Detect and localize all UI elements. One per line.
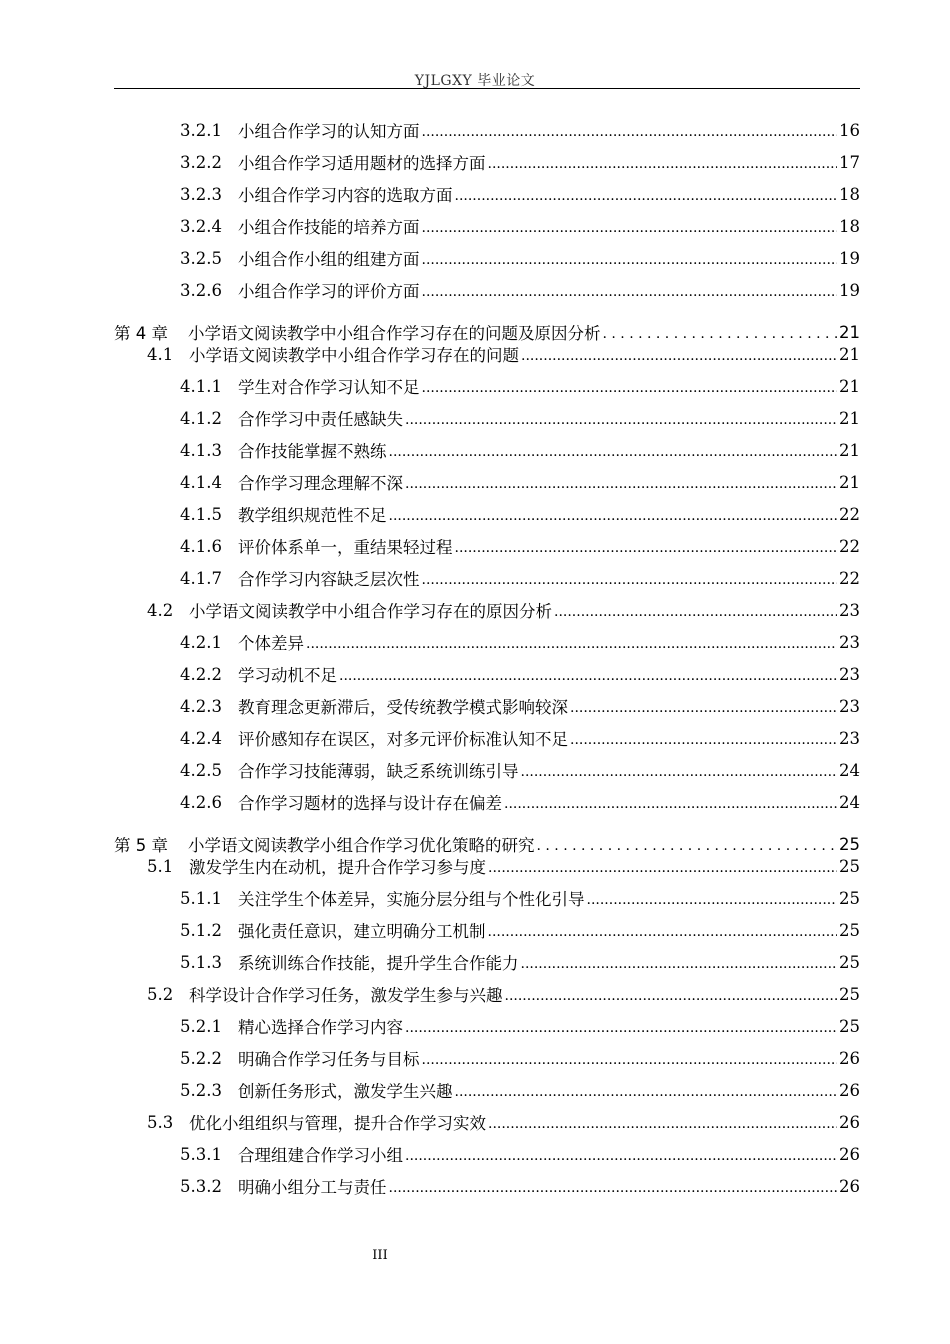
toc-entry-page: 24 — [839, 792, 860, 812]
toc-subsection-entry[interactable] — [180, 242, 860, 274]
toc-entry-title: 优化小组组织与管理，提升合作学习实效 — [189, 1114, 486, 1133]
toc-dot-leader — [488, 860, 837, 876]
toc-dot-leader — [504, 796, 837, 812]
toc-entry-number: 4.1.2 — [180, 408, 222, 428]
toc-entry-title: 评价感知存在误区，对多元评价标准认知不足 — [238, 730, 568, 749]
toc-entry-number: 4.2.2 — [180, 664, 222, 684]
toc-entry-page: 17 — [839, 152, 860, 172]
toc-entry-number: 4.2.4 — [180, 728, 222, 748]
toc-entry-number: 4.1.3 — [180, 440, 222, 460]
toc-entry-page: 21 — [839, 376, 860, 396]
toc-entry-page: 25 — [839, 920, 860, 940]
toc-entry-title: 小组合作学习的评价方面 — [238, 282, 420, 301]
toc-entry-page: 19 — [839, 248, 860, 268]
toc-subsection-entry[interactable] — [180, 754, 860, 786]
toc-dot-leader — [521, 956, 838, 972]
toc-entry-title: 激发学生内在动机，提升合作学习参与度 — [189, 858, 486, 877]
toc-dot-leader — [405, 1148, 837, 1164]
toc-dot-leader — [422, 252, 838, 268]
toc-entry-number: 5.2 — [147, 984, 174, 1004]
toc-subsection-entry[interactable] — [180, 914, 860, 946]
toc-dot-leader — [521, 764, 838, 780]
toc-entry-page: 21 — [839, 440, 860, 460]
toc-entry-number: 4.2 — [147, 600, 174, 620]
toc-entry-number: 5.3.1 — [180, 1144, 222, 1164]
toc-entry-title: 学习动机不足 — [238, 666, 337, 685]
toc-subsection-entry[interactable] — [180, 882, 860, 914]
toc-dot-leader — [455, 188, 838, 204]
toc-subsection-entry[interactable] — [180, 1010, 860, 1042]
toc-entry-page: 22 — [839, 536, 860, 556]
toc-entry-title: 精心选择合作学习内容 — [238, 1018, 403, 1037]
toc-entry-number: 3.2.4 — [180, 216, 222, 236]
toc-dot-leader — [554, 604, 837, 620]
toc-entry-title: 教学组织规范性不足 — [238, 506, 387, 525]
running-header: YJLGXY 毕业论文 — [414, 73, 536, 89]
toc-entry-title: 学生对合作学习认知不足 — [238, 378, 420, 397]
toc-section-entry[interactable] — [147, 850, 860, 882]
toc-entry-number: 3.2.3 — [180, 184, 222, 204]
toc-subsection-entry[interactable] — [180, 946, 860, 978]
toc-dot-leader — [306, 636, 837, 652]
toc-entry-page: 25 — [839, 984, 860, 1004]
toc-entry-title: 合作学习中责任感缺失 — [238, 410, 403, 429]
toc-entry-page: 23 — [839, 632, 860, 652]
toc-entry-page: 16 — [839, 120, 860, 140]
toc-dot-leader — [339, 668, 837, 684]
toc-entry-number: 第 4 章 — [114, 324, 168, 343]
toc-dot-leader — [488, 924, 838, 940]
toc-subsection-entry[interactable] — [180, 178, 860, 210]
toc-dot-leader — [570, 700, 837, 716]
toc-dot-leader — [422, 572, 838, 588]
toc-subsection-entry[interactable] — [180, 1170, 860, 1202]
toc-entry-title: 个体差异 — [238, 634, 304, 653]
toc-entry-page: 22 — [839, 504, 860, 524]
toc-entry-page: 21 — [839, 344, 860, 364]
toc-dot-leader — [488, 156, 838, 172]
toc-dot-leader — [422, 284, 838, 300]
toc-entry-title: 教育理念更新滞后，受传统教学模式影响较深 — [238, 698, 568, 717]
toc-entry-page: 25 — [839, 888, 860, 908]
toc-entry-page: 22 — [839, 568, 860, 588]
toc-dot-leader — [422, 124, 838, 140]
toc-entry-title: 小组合作学习内容的选取方面 — [238, 186, 453, 205]
toc-entry-number: 4.1 — [147, 344, 174, 364]
toc-entry-page: 25 — [839, 834, 860, 854]
toc-entry-page: 26 — [839, 1144, 860, 1164]
toc-subsection-entry[interactable] — [180, 530, 860, 562]
toc-entry-title: 小学语文阅读教学中小组合作学习存在的问题 — [189, 346, 519, 365]
toc-entry-number: 4.1.5 — [180, 504, 222, 524]
toc-entry-title: 强化责任意识，建立明确分工机制 — [238, 922, 486, 941]
toc-entry-title: 明确小组分工与责任 — [238, 1178, 387, 1197]
toc-entry-title: 系统训练合作技能，提升学生合作能力 — [238, 954, 519, 973]
toc-entry-page: 18 — [839, 216, 860, 236]
toc-entry-title: 小组合作小组的组建方面 — [238, 250, 420, 269]
toc-entry-number: 5.1.2 — [180, 920, 222, 940]
toc-entry-page: 19 — [839, 280, 860, 300]
toc-entry-title: 小学语文阅读教学中小组合作学习存在的原因分析 — [189, 602, 552, 621]
toc-entry-number: 3.2.2 — [180, 152, 222, 172]
toc-entry-page: 24 — [839, 760, 860, 780]
toc-entry-title: 小组合作学习的认知方面 — [238, 122, 420, 141]
toc-dot-leader — [422, 1052, 838, 1068]
toc-entry-page: 26 — [839, 1080, 860, 1100]
toc-entry-title: 创新任务形式，激发学生兴趣 — [238, 1082, 453, 1101]
toc-entry-title: 合作学习题材的选择与设计存在偏差 — [238, 794, 502, 813]
toc-subsection-entry[interactable] — [180, 626, 860, 658]
toc-subsection-entry[interactable] — [180, 1042, 860, 1074]
toc-entry-number: 5.1.1 — [180, 888, 222, 908]
toc-subsection-entry[interactable] — [180, 274, 860, 306]
toc-entry-page: 23 — [839, 600, 860, 620]
toc-section-entry[interactable] — [147, 978, 860, 1010]
toc-entry-page: 18 — [839, 184, 860, 204]
toc-entry-page: 25 — [839, 856, 860, 876]
toc-entry-number: 4.1.7 — [180, 568, 222, 588]
toc-entry-title: 小学语文阅读教学中小组合作学习存在的问题及原因分析 — [188, 324, 601, 343]
toc-entry-title: 合作学习技能薄弱，缺乏系统训练引导 — [238, 762, 519, 781]
toc-subsection-entry[interactable] — [180, 658, 860, 690]
toc-subsection-entry[interactable] — [180, 466, 860, 498]
toc-entry-number: 3.2.1 — [180, 120, 222, 140]
toc-section-entry[interactable] — [147, 1106, 860, 1138]
toc-dot-leader — [389, 444, 838, 460]
toc-dot-leader — [455, 1084, 838, 1100]
toc-entry-title: 科学设计合作学习任务，激发学生参与兴趣 — [189, 986, 503, 1005]
toc-dot-leader — [587, 892, 838, 908]
toc-entry-number: 3.2.5 — [180, 248, 222, 268]
toc-dot-leader — [389, 508, 838, 524]
toc-subsection-entry[interactable] — [180, 434, 860, 466]
toc-entry-page: 25 — [839, 952, 860, 972]
toc-entry-number: 5.1 — [147, 856, 174, 876]
toc-entry-number: 5.2.1 — [180, 1016, 222, 1036]
toc-entry-number: 4.1.1 — [180, 376, 222, 396]
toc-entry-number: 第 5 章 — [114, 836, 168, 855]
toc-entry-number: 3.2.6 — [180, 280, 222, 300]
toc-entry-number: 5.1.3 — [180, 952, 222, 972]
toc-dot-leader — [521, 348, 837, 364]
toc-subsection-entry[interactable] — [180, 1138, 860, 1170]
toc-entry-page: 26 — [839, 1176, 860, 1196]
toc-entry-number: 5.2.2 — [180, 1048, 222, 1068]
toc-dot-leader — [405, 1020, 837, 1036]
toc-subsection-entry[interactable] — [180, 562, 860, 594]
toc-subsection-entry[interactable] — [180, 370, 860, 402]
toc-dot-leader — [389, 1180, 838, 1196]
toc-dot-leader — [405, 476, 837, 492]
toc-entry-title: 小组合作技能的培养方面 — [238, 218, 420, 237]
toc-entry-page: 26 — [839, 1048, 860, 1068]
toc-dot-leader — [455, 540, 838, 556]
toc-entry-number: 5.3 — [147, 1112, 174, 1132]
toc-entry-title: 小学语文阅读教学小组合作学习优化策略的研究 — [188, 836, 535, 855]
toc-subsection-entry[interactable] — [180, 690, 860, 722]
toc-entry-title: 合作学习理念理解不深 — [238, 474, 403, 493]
toc-dot-leader — [405, 412, 837, 428]
toc-subsection-entry[interactable] — [180, 722, 860, 754]
toc-entry-page: 23 — [839, 664, 860, 684]
toc-entry-page: 23 — [839, 728, 860, 748]
toc-entry-title: 合作学习内容缺乏层次性 — [238, 570, 420, 589]
toc-entry-number: 4.2.6 — [180, 792, 222, 812]
toc-entry-page: 23 — [839, 696, 860, 716]
toc-entry-page: 26 — [839, 1112, 860, 1132]
toc-entry-title: 合理组建合作学习小组 — [238, 1146, 403, 1165]
toc-entry-number: 4.1.4 — [180, 472, 222, 492]
toc-subsection-entry[interactable] — [180, 114, 860, 146]
toc-entry-page: 21 — [839, 322, 860, 342]
toc-entry-number: 4.1.6 — [180, 536, 222, 556]
toc-subsection-entry[interactable] — [180, 402, 860, 434]
toc-entry-number: 5.2.3 — [180, 1080, 222, 1100]
toc-subsection-entry[interactable] — [180, 1074, 860, 1106]
toc-dot-leader — [505, 988, 838, 1004]
toc-entry-number: 4.2.3 — [180, 696, 222, 716]
toc-entry-title: 关注学生个体差异，实施分层分组与个性化引导 — [238, 890, 585, 909]
toc-subsection-entry[interactable] — [180, 146, 860, 178]
toc-section-entry[interactable] — [147, 338, 860, 370]
toc-dot-leader — [422, 380, 838, 396]
toc-entry-number: 4.2.1 — [180, 632, 222, 652]
toc-entry-page: 25 — [839, 1016, 860, 1036]
toc-entry-title: 评价体系单一，重结果轻过程 — [238, 538, 453, 557]
toc-dot-leader — [488, 1116, 837, 1132]
header-rule — [114, 88, 860, 89]
toc-entry-number: 4.2.5 — [180, 760, 222, 780]
toc-entry-title: 明确合作学习任务与目标 — [238, 1050, 420, 1069]
toc-dot-leader — [570, 732, 837, 748]
toc-entry-page: 21 — [839, 408, 860, 428]
page-number: III — [372, 1248, 388, 1263]
toc-section-entry[interactable] — [147, 594, 860, 626]
toc-entry-title: 合作技能掌握不熟练 — [238, 442, 387, 461]
toc-entry-number: 5.3.2 — [180, 1176, 222, 1196]
toc-dot-leader — [422, 220, 838, 236]
toc-entry-title: 小组合作学习适用题材的选择方面 — [238, 154, 486, 173]
toc-entry-page: 21 — [839, 472, 860, 492]
toc-subsection-entry[interactable] — [180, 498, 860, 530]
toc-subsection-entry[interactable] — [180, 210, 860, 242]
toc-subsection-entry[interactable] — [180, 786, 860, 818]
